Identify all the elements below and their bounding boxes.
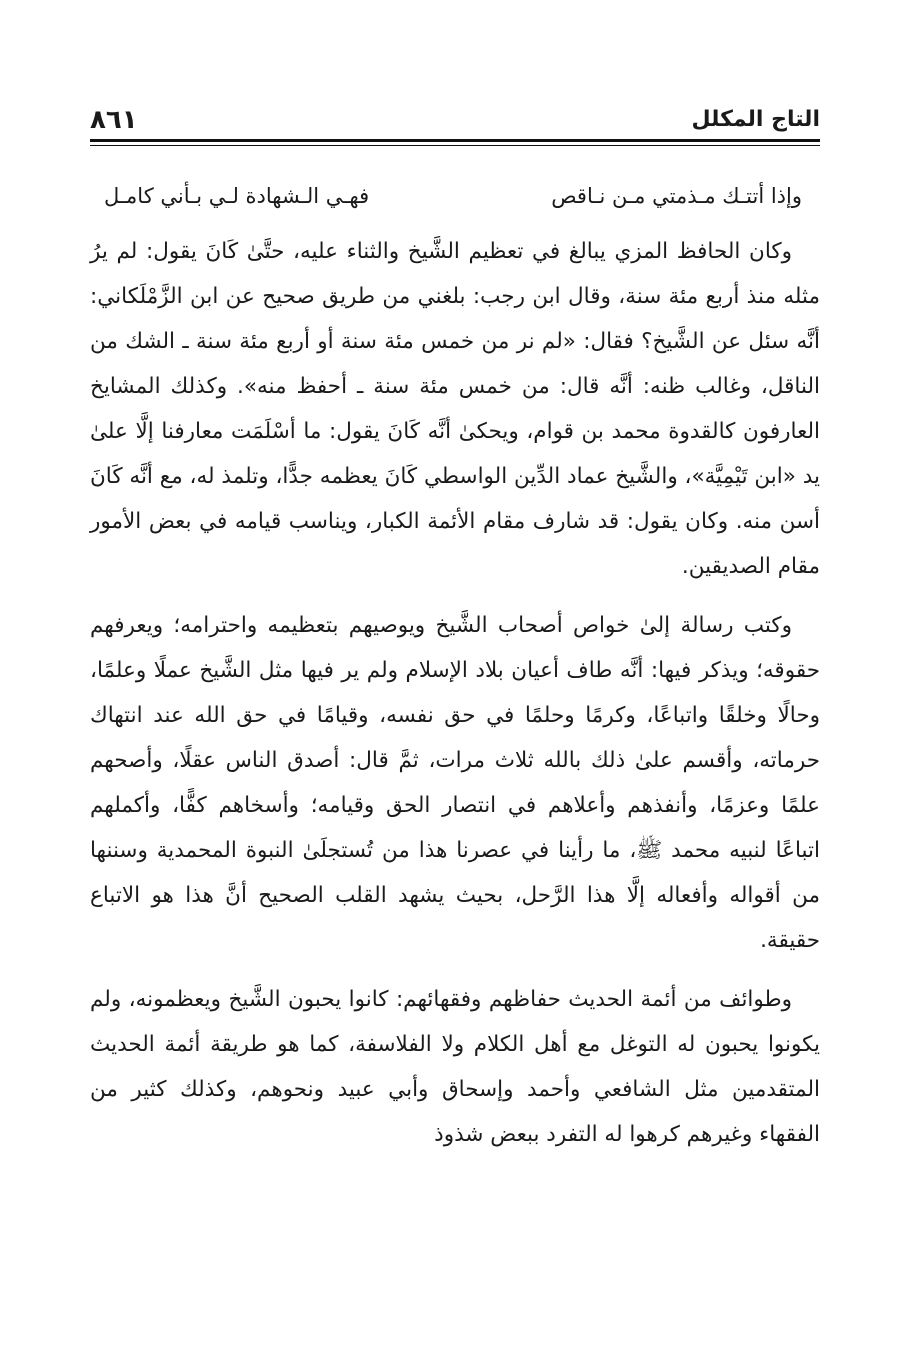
verse-second-hemistich: فهـي الـشهادة لـي بـأني كامـل	[104, 184, 370, 208]
running-title: التاج المكلل	[691, 107, 820, 132]
paragraph-2: وكتب رسالة إلىٰ خواص أصحاب الشَّيخ ويوصيهم بتعظيمه واحترامه؛ ويعرفهم حقوقه؛ ويذكر فيها: أنَّه طاف أعيان بلاد الإسلام ولم ير فيها مثل الشَّيخ عملًا وعلمًا، وحالًا وخلقًا واتباعًا، وكرمًا وحلمًا في حق نفسه، وقيامًا في حق الله عند انتهاك حرماته، وأقسم علىٰ ذلك بالله ثلاث مرات، ثمَّ قال: أصدق الناس عقلًا، وأصحهم علمًا وعزمًا، وأنفذهم وأعلاهم في انتصار الحق وقيامه؛ وأسخاهم كفًّا، وأكملهم اتباعًا لنبيه محمد ﷺ، ما رأينا في عصرنا هذا من تُستجلَىٰ النبوة المحمدية وسننها من أقواله وأفعاله إلَّا هذا الرَّحل، بحيث يشهد القلب الصحيح أنَّ هذا هو الاتباع حقيقة.	[90, 613, 820, 954]
header-rule-thick	[90, 139, 820, 142]
paragraph-3: وطوائف من أئمة الحديث حفاظهم وفقهائهم: كانوا يحبون الشَّيخ ويعظمونه، ولم يكونوا يحبون له التوغل مع أهل الكلام ولا الفلاسفة، كما هو طريقة أئمة الحديث المتقدمين مثل الشافعي وأحمد وإسحاق وأبي عبيد ونحوهم، وكذلك كثير من الفقهاء وغيرهم كرهوا له التفرد ببعض شذوذ	[90, 987, 820, 1148]
poetry-verse	[90, 184, 820, 209]
body-text	[90, 229, 820, 1157]
verse-first-hemistich: وإذا أتتـك مـذمتي مـن نـاقص	[551, 184, 802, 208]
header-rule-thin	[90, 145, 820, 146]
page-number: ٨٦١	[90, 105, 138, 135]
paragraph-1: وكان الحافظ المزي يبالغ في تعظيم الشَّيخ والثناء عليه، حتَّىٰ كَانَ يقول: لم يرُ مثله منذ أربع مئة سنة، وقال ابن رجب: بلغني من طريق صحيح عن ابن الزَّمْلَكاني: أنَّه سئل عن الشَّيخ؟ فقال: «لم نر من خمس مئة سنة أو أربع مئة سنة ـ الشك من الناقل، وغالب ظنه: أنَّه قال: من خمس مئة سنة ـ أحفظ منه». وكذلك المشايخ العارفون كالقدوة محمد بن قوام، ويحكىٰ أنَّه كَانَ يقول: ما أسْلَمَت معارفنا إلَّا علىٰ يد «ابن تَيْمِيَّة»، والشَّيخ عماد الدِّين الواسطي كَانَ يعظمه جدًّا، وتلمذ له، مع أنَّه كَانَ أسن منه. وكان يقول: قد شارف مقام الأئمة الكبار، ويناسب قيامه في بعض الأمور مقام الصديقين.	[90, 239, 820, 580]
book-page	[90, 95, 820, 1157]
running-header	[90, 95, 820, 135]
